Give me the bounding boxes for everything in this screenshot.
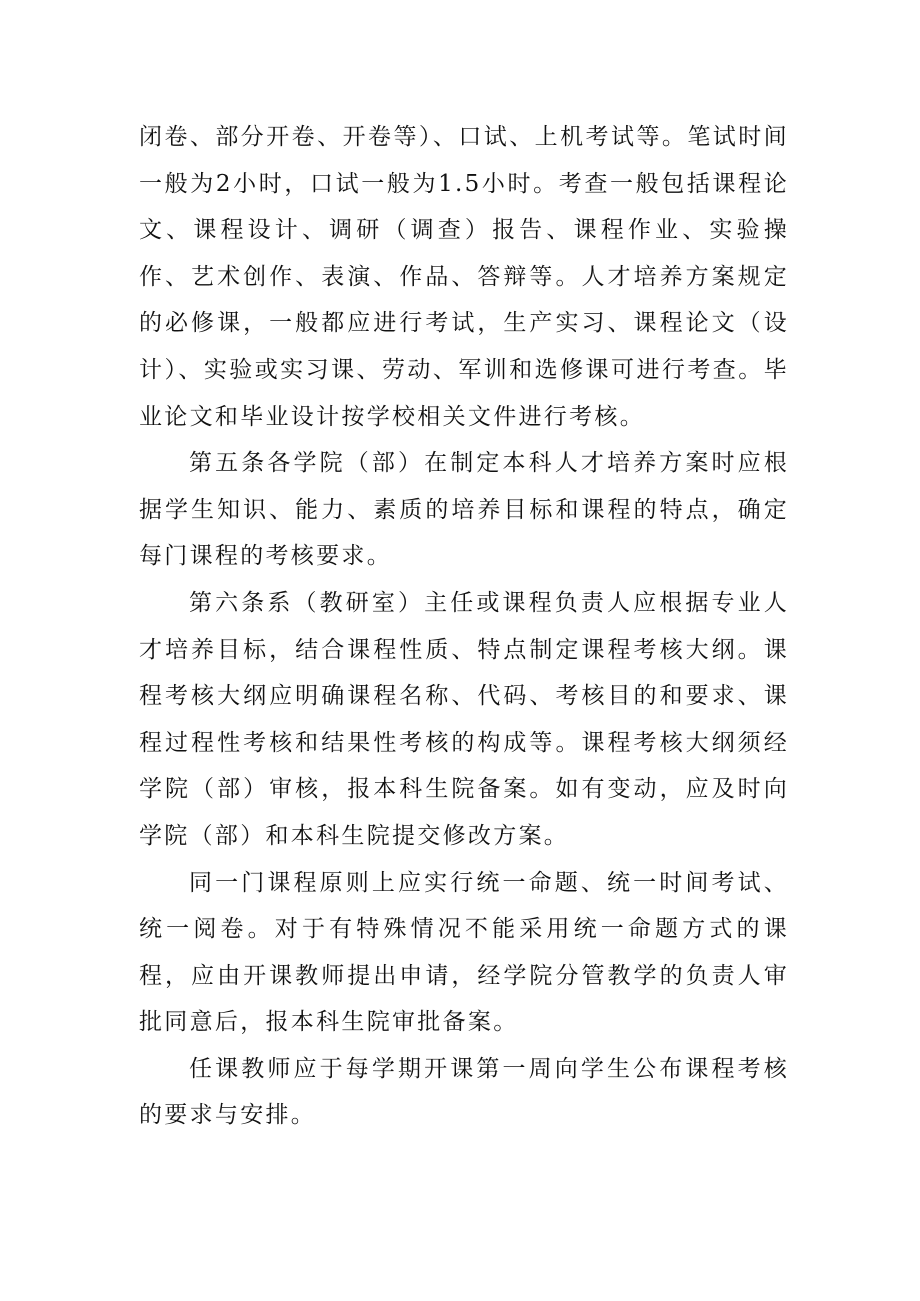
paragraph-continuation: 闭卷、部分开卷、开卷等）、口试、上机考试等。笔试时间一般为2小时，口试一般为1.5小时。考查一般包括课程论文、课程设计、调研（调查）报告、课程作业、实验操作、艺术创作、表演、作品、答辩等。人才培养方案规定的必修课，一般都应进行考试，生产实习、课程论文（设计）、实验或实习课、劳动、军训和选修课可进行考查。毕业论文和毕业设计按学校相关文件进行考核。 xyxy=(139,124,789,430)
paragraph-unified-exam: 同一门课程原则上应实行统一命题、统一时间考试、统一阅卷。对于有特殊情况不能采用统一命题方式的课程，应由开课教师提出申请，经学院分管教学的负责人审批同意后，报本科生院审批备案。 xyxy=(139,869,789,1036)
document-body xyxy=(139,114,789,1139)
paragraph-article-5: 第五条各学院（部）在制定本科人才培养方案时应根据学生知识、能力、素质的培养目标和课程的特点，确定每门课程的考核要求。 xyxy=(139,450,789,570)
paragraph-teacher-announcement: 任课教师应于每学期开课第一周向学生公布课程考核的要求与安排。 xyxy=(139,1055,789,1129)
paragraph-article-6: 第六条系（教研室）主任或课程负责人应根据专业人才培养目标，结合课程性质、特点制定课程考核大纲。课程考核大纲应明确课程名称、代码、考核目的和要求、课程过程性考核和结果性考核的构成等。课程考核大纲须经学院（部）审核，报本科生院备案。如有变动，应及时向学院（部）和本科生院提交修改方案。 xyxy=(139,589,789,849)
